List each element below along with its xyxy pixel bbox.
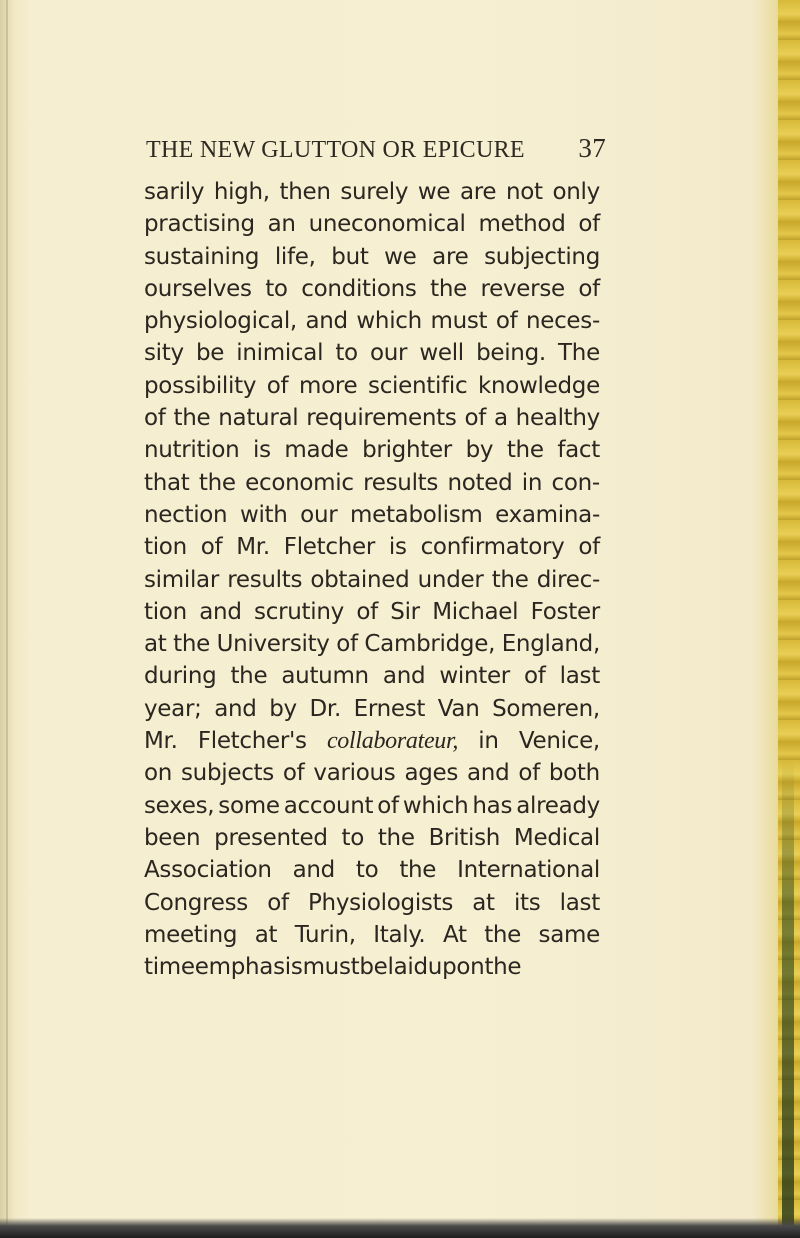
word: our — [300, 501, 338, 528]
word: Ernest — [353, 695, 426, 722]
word: in — [478, 728, 499, 755]
word: of — [524, 663, 546, 690]
word: to — [265, 275, 288, 302]
word: Fletcher — [283, 534, 375, 561]
word: well — [419, 340, 464, 367]
word: same — [538, 921, 600, 948]
word: year; — [144, 695, 202, 722]
word: more — [299, 372, 358, 399]
word: being. — [476, 340, 546, 367]
word: we — [417, 179, 451, 205]
word: con- — [551, 469, 600, 496]
word: sustaining — [144, 243, 260, 270]
word: autumn — [281, 663, 369, 690]
word: is — [253, 437, 271, 464]
text-line — [144, 370, 600, 402]
text-line — [144, 596, 600, 628]
word: already — [516, 792, 600, 819]
word: noted — [447, 469, 513, 496]
word: be — [195, 340, 225, 367]
word: but — [331, 243, 369, 270]
word: direc- — [536, 566, 600, 593]
word: At — [442, 921, 467, 948]
word: economic — [245, 469, 354, 496]
word: method — [478, 211, 566, 238]
word: Venice, — [518, 728, 600, 755]
text-line — [144, 208, 600, 240]
word: the — [399, 857, 437, 884]
word: of — [282, 760, 305, 787]
word: made — [284, 437, 349, 464]
text-line — [144, 790, 600, 822]
word: the — [377, 824, 415, 851]
word: by — [465, 437, 494, 464]
word: not — [505, 179, 543, 205]
word: that — [144, 469, 190, 496]
word: the — [430, 275, 467, 302]
word: a — [493, 405, 508, 432]
text-line — [144, 337, 600, 369]
word: and — [292, 857, 335, 884]
word: Cambridge, — [364, 631, 496, 658]
word: nutrition — [144, 437, 240, 464]
word: last — [559, 889, 600, 916]
word: emphasis — [194, 954, 303, 981]
word: of — [464, 405, 487, 432]
word: at — [144, 631, 167, 658]
word: scientific — [368, 372, 468, 399]
text-line — [144, 725, 600, 757]
text-line — [144, 919, 600, 951]
word: the — [230, 663, 268, 690]
word: of — [144, 405, 166, 432]
word: of — [495, 308, 518, 335]
word: we — [384, 243, 417, 270]
word: knowledge — [477, 372, 600, 399]
word: results — [227, 566, 303, 593]
word: has — [472, 792, 513, 819]
bottom-page-edge — [0, 1218, 800, 1238]
word: the — [506, 437, 544, 464]
word: of — [356, 598, 378, 625]
word: some — [218, 792, 280, 819]
word: Sir — [390, 598, 420, 625]
word: and — [467, 760, 510, 787]
word: the — [173, 631, 210, 658]
word: natural — [218, 405, 299, 432]
word: subjects — [181, 760, 274, 787]
word: at — [254, 921, 278, 948]
word: British — [428, 824, 501, 851]
word: of — [578, 275, 600, 302]
text-line — [144, 305, 600, 337]
word: of — [377, 792, 399, 819]
text-line — [144, 176, 600, 208]
word: high, — [213, 179, 270, 205]
word: is — [388, 534, 407, 561]
word: subjecting — [484, 243, 600, 270]
word: winter — [439, 663, 510, 690]
text-line — [144, 402, 600, 434]
word: Physiologists — [307, 889, 454, 916]
word: presented — [214, 824, 328, 851]
word: of — [578, 211, 600, 238]
word: physiological, — [144, 308, 297, 335]
word: both — [548, 760, 600, 787]
word: Medical — [513, 824, 600, 851]
word: Someren, — [492, 695, 600, 722]
word: ourselves — [144, 275, 252, 302]
word: Michael — [432, 598, 519, 625]
word: sity — [144, 340, 184, 367]
word: on — [144, 760, 173, 787]
word: only — [552, 179, 600, 205]
italic-word: collaborateur, — [326, 728, 459, 755]
text-line — [144, 854, 600, 886]
word: under — [417, 566, 484, 593]
word: which — [356, 308, 422, 335]
text-line — [144, 564, 600, 596]
word: the — [198, 469, 236, 496]
word: University — [216, 631, 330, 658]
word: during — [144, 663, 217, 690]
word: upon — [427, 954, 485, 981]
word: of — [578, 534, 600, 561]
word: the — [484, 954, 522, 981]
word: of — [336, 631, 358, 658]
word: sexes, — [144, 792, 215, 819]
word: Association — [144, 857, 272, 884]
word: healthy — [515, 405, 600, 432]
word: an — [267, 211, 296, 238]
word: Foster — [530, 598, 600, 625]
word: of — [518, 760, 540, 787]
word: laid — [387, 954, 428, 981]
word: to — [335, 340, 358, 367]
word: various — [313, 760, 396, 787]
word: England, — [501, 631, 600, 658]
text-line — [144, 660, 600, 692]
word: similar — [144, 566, 220, 593]
word: International — [457, 857, 600, 884]
word: by — [269, 695, 297, 722]
word: examina- — [495, 501, 600, 528]
word: its — [513, 889, 541, 916]
text-line — [144, 434, 600, 466]
word: of — [200, 534, 223, 561]
word: metabolism — [350, 501, 483, 528]
text-line — [144, 499, 600, 531]
word: scrutiny — [254, 598, 344, 625]
word: brighter — [362, 437, 452, 464]
text-line — [144, 951, 600, 983]
word: Italy. — [373, 921, 426, 948]
word: in — [521, 469, 543, 496]
word: meeting — [144, 921, 238, 948]
word: to — [355, 857, 379, 884]
word: sarily — [144, 179, 205, 205]
word: of — [266, 372, 289, 399]
word: are — [432, 243, 469, 270]
word: nection — [144, 501, 228, 528]
word: fact — [557, 437, 600, 464]
word: then — [279, 179, 331, 205]
word: our — [369, 340, 408, 367]
word: account — [283, 792, 374, 819]
text-line — [144, 822, 600, 854]
word: tion — [144, 598, 187, 625]
word: and — [214, 695, 257, 722]
word: with — [239, 501, 288, 528]
word: of — [267, 889, 289, 916]
word: and — [199, 598, 242, 625]
page-number: 37 — [578, 133, 606, 163]
page-edge-shadow — [782, 760, 794, 1238]
word: inimical — [236, 340, 324, 367]
word: must — [430, 308, 488, 335]
word: surely — [340, 179, 409, 205]
word: results — [363, 469, 439, 496]
text-line — [144, 693, 600, 725]
word: be — [359, 954, 388, 981]
word: which — [402, 792, 469, 819]
word: are — [459, 179, 497, 205]
running-header — [146, 133, 606, 164]
binding-line — [6, 0, 8, 1238]
word: time — [144, 954, 195, 981]
text-line — [144, 887, 600, 919]
word: the — [173, 405, 211, 432]
word: possibility — [144, 372, 257, 399]
word: Turin, — [294, 921, 356, 948]
word: confirmatory — [420, 534, 565, 561]
text-line — [144, 273, 600, 305]
word: to — [341, 824, 364, 851]
word: been — [144, 824, 201, 851]
text-line — [144, 241, 600, 273]
word: obtained — [310, 566, 410, 593]
word: Fletcher's — [197, 728, 307, 755]
text-line — [144, 628, 600, 660]
text-line — [144, 531, 600, 563]
word: Mr. — [236, 534, 270, 561]
text-line — [144, 757, 600, 789]
word: ages — [404, 760, 459, 787]
word: and — [305, 308, 348, 335]
word: Dr. — [309, 695, 341, 722]
word: life, — [274, 243, 316, 270]
word: neces- — [525, 308, 600, 335]
word: The — [558, 340, 600, 367]
word: Congress — [144, 889, 248, 916]
word: uneconomical — [308, 211, 466, 238]
body-text — [144, 176, 600, 983]
word: and — [382, 663, 426, 690]
word: the — [491, 566, 529, 593]
word: last — [559, 663, 600, 690]
word: must — [302, 954, 360, 981]
word: tion — [144, 534, 187, 561]
word: Van — [437, 695, 480, 722]
word: Mr. — [144, 728, 178, 755]
word: reverse — [480, 275, 565, 302]
word: at — [472, 889, 495, 916]
text-line — [144, 467, 600, 499]
running-head-title: THE NEW GLUTTON OR EPICURE — [146, 137, 525, 163]
word: conditions — [301, 275, 417, 302]
word: requirements — [306, 405, 457, 432]
word: the — [484, 921, 522, 948]
word: practising — [144, 211, 255, 238]
